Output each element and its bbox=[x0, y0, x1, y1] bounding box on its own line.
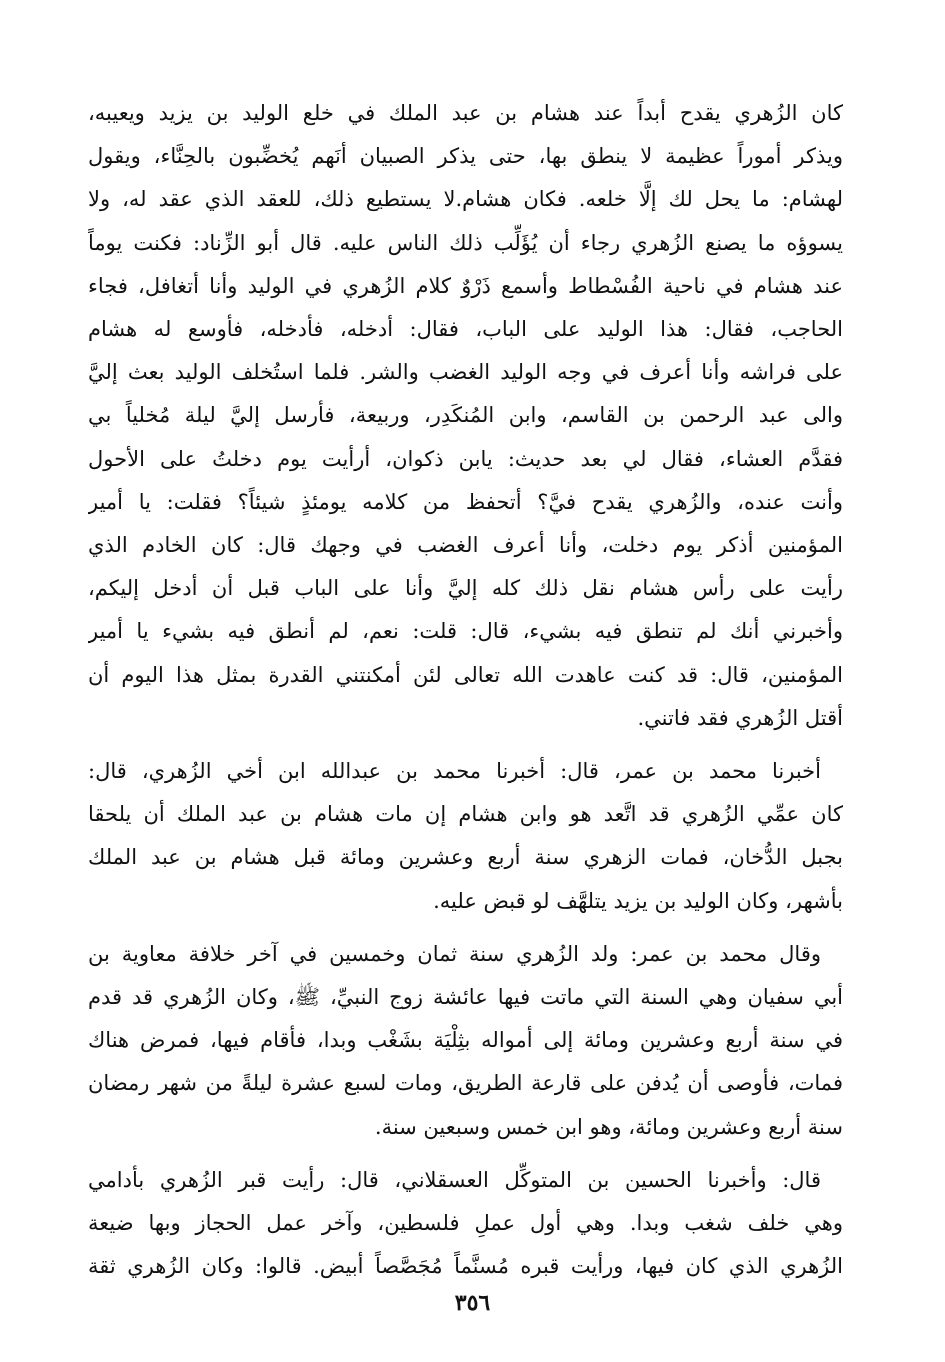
page-number: ٣٥٦ bbox=[454, 1290, 491, 1316]
text-line: عند هشام في ناحية الفُسْطاط وأسمع ذَرْوٌ كلام الزُهري في الوليد وأنا أتغافل، فجاء bbox=[88, 273, 843, 298]
paragraph-4 bbox=[88, 1159, 843, 1289]
text-line: كان الزُهري يقدح أبداً عند هشام بن عبد الملك في خلع الوليد بن يزيد ويعيبه، bbox=[88, 101, 843, 125]
text-line: بجبل الدُّخان، فمات الزهري سنة أربع وعشرين ومائة قبل هشام بن عبد الملك bbox=[88, 845, 843, 870]
text-line: الحاجب، فقال: هذا الوليد على الباب، فقال: أدخله، فأدخله، فأوسع له هشام bbox=[88, 317, 843, 342]
text-line: أخبرنا محمد بن عمر، قال: أخبرنا محمد بن عبدالله ابن أخي الزُهري، قال: bbox=[88, 759, 821, 784]
text-line: لهشام: ما يحل لك إلَّا خلعه. فكان هشام.لا يستطيع ذلك، للعقد الذي عقد له، ولا bbox=[88, 187, 843, 212]
text-line: ويذكر أموراً عظيمة لا ينطق بها، حتى يذكر الصبيان أنَهم يُخضِّبون بالحِنَّاء، ويقول bbox=[88, 144, 843, 169]
text-line: يسوؤه ما يصنع الزُهري رجاء أن يُؤَلِّب ذلك الناس عليه. قال أبو الزِّناد: فكنت يوماً bbox=[88, 230, 843, 255]
text-line: الزُهري الذي كان فيها، ورأيت قبره مُسنَّماً مُجَصَّصاً أبيض. قالوا: وكان الزُهري ثقة bbox=[88, 1254, 843, 1279]
text-line: والى عبد الرحمن بن القاسم، وابن المُنكَدِر، وربيعة، فأرسل إليَّ ليلة مُخلياً بي bbox=[88, 403, 843, 428]
text-line: قال: وأخبرنا الحسين بن المتوكِّل العسقلاني، قال: رأيت قبر الزُهري بأدامي bbox=[88, 1167, 821, 1192]
text-line: وأنت عنده، والزُهري يقدح فيَّ؟ أتحفظ من كلامه يومئذٍ شيئاً؟ فقلت: يا أمير bbox=[88, 489, 843, 514]
text-line: المؤمنين أذكر يوم دخلت، وأنا أعرف الغضب في وجهك قال: كان الخادم الذي bbox=[88, 533, 843, 558]
paragraph-3 bbox=[88, 933, 843, 1149]
text-line: في سنة أربع وعشرين ومائة إلى أمواله بثِلْيَة بشَغْب وبدا، فأقام فيها، فمرض هناك bbox=[88, 1028, 843, 1053]
text-line: سنة أربع وعشرين ومائة، وهو ابن خمس وسبعين سنة. bbox=[374, 1114, 843, 1139]
text-line: فمات، فأوصى أن يُدفن على قارعة الطريق، ومات لسبع عشرة ليلةً من شهر رمضان bbox=[88, 1071, 843, 1096]
text-line: وقال محمد بن عمر: ولد الزُهري سنة ثمان وخمسين في آخر خلافة معاوية بن bbox=[88, 941, 821, 966]
text-line: وأخبرني أنك لم تنطق فيه بشيء، قال: قلت: نعم، لم أنطق فيه بشيء يا أمير bbox=[88, 619, 843, 644]
text-line: كان عمِّي الزُهري قد اتَّعد هو وابن هشام إن مات هشام بن عبد الملك أن يلحقا bbox=[88, 802, 843, 827]
text-line: فقدَّم العشاء، فقال لي بعد حديث: يابن ذكوان، أرأيت يوم دخلتُ على الأحول bbox=[88, 446, 843, 471]
text-line: المؤمنين، قال: قد كنت عاهدت الله تعالى لئن أمكنتني القدرة بمثل هذا اليوم أن bbox=[88, 662, 843, 687]
paragraph-2 bbox=[88, 750, 843, 923]
text-line: أقتل الزُهري فقد فاتني. bbox=[637, 705, 843, 730]
page-body bbox=[88, 92, 843, 1298]
text-line: رأيت على رأس هشام نقل ذلك كله إليَّ وأنا على الباب قبل أن أدخل إليكم، bbox=[88, 576, 843, 601]
paragraph-1 bbox=[88, 92, 843, 740]
text-line: وهي خلف شغب وبدا. وهي أول عملِ فلسطين، وآخر عمل الحجاز وبها ضيعة bbox=[88, 1211, 843, 1236]
text-line: أبي سفيان وهي السنة التي ماتت فيها عائشة زوج النبيِّ، ﷺ، وكان الزُهري قد قدم bbox=[88, 985, 843, 1010]
text-line: على فراشه وأنا أعرف في وجه الوليد الغضب والشر. فلما استُخلف الوليد بعث إليَّ bbox=[88, 360, 843, 385]
text-line: بأشهر، وكان الوليد بن يزيد يتلهَّف لو قبض عليه. bbox=[433, 888, 843, 913]
